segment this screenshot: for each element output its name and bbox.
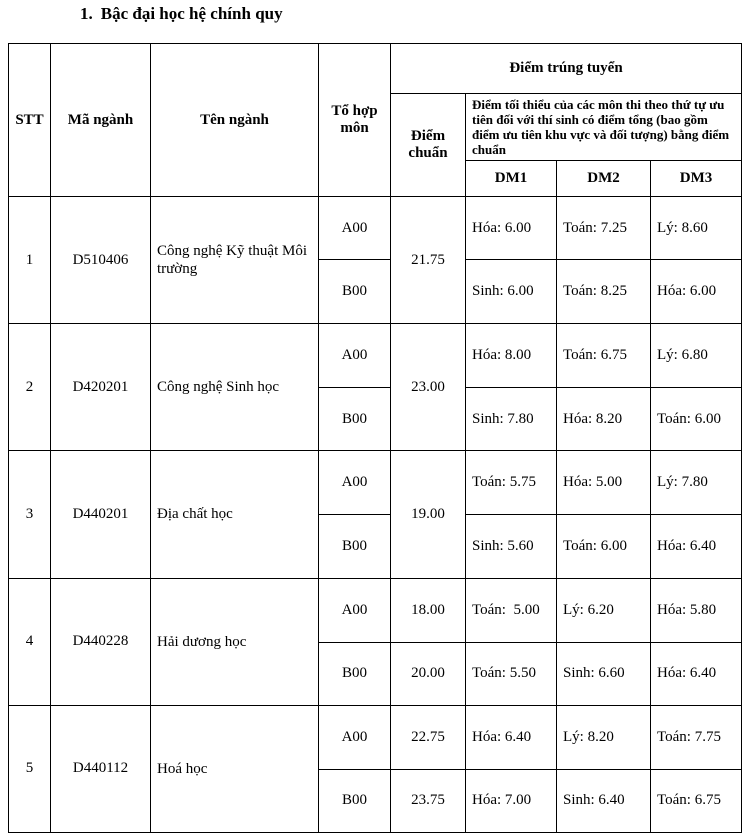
to-hop-cell: B00 <box>319 642 391 705</box>
header-to-hop-mon: Tổ hợp môn <box>319 44 391 197</box>
dm3-cell: Toán: 6.00 <box>651 388 742 451</box>
dm3-cell: Hóa: 6.40 <box>651 642 742 705</box>
dm2-cell: Toán: 7.25 <box>557 197 651 260</box>
table-row <box>9 705 742 769</box>
dm1-cell: Hóa: 8.00 <box>466 324 557 388</box>
dm2-cell: Sinh: 6.40 <box>557 769 651 832</box>
stt-cell: 2 <box>9 324 51 451</box>
dm1-cell: Hóa: 6.40 <box>466 705 557 769</box>
dm3-cell: Lý: 8.60 <box>651 197 742 260</box>
to-hop-cell: A00 <box>319 451 391 515</box>
dm1-cell: Toán: 5.00 <box>466 578 557 642</box>
header-diem-trung-tuyen: Điểm trúng tuyển <box>391 44 742 94</box>
dm2-cell: Lý: 6.20 <box>557 578 651 642</box>
dm2-cell: Lý: 8.20 <box>557 705 651 769</box>
diem-chuan-cell: 23.00 <box>391 324 466 451</box>
ten-nganh-cell: Địa chất học <box>151 451 319 578</box>
dm2-cell: Sinh: 6.60 <box>557 642 651 705</box>
to-hop-cell: A00 <box>319 705 391 769</box>
diem-chuan-cell: 19.00 <box>391 451 466 578</box>
diem-chuan-cell: 23.75 <box>391 769 466 832</box>
ma-nganh-cell: D440112 <box>51 705 151 832</box>
dm2-cell: Toán: 6.75 <box>557 324 651 388</box>
diem-chuan-cell: 20.00 <box>391 642 466 705</box>
header-dm3: DM3 <box>651 161 742 197</box>
dm3-cell: Hóa: 6.00 <box>651 260 742 324</box>
dm1-cell: Sinh: 5.60 <box>466 515 557 578</box>
dm1-cell: Toán: 5.50 <box>466 642 557 705</box>
header-dm1: DM1 <box>466 161 557 197</box>
diem-chuan-cell: 22.75 <box>391 705 466 769</box>
table-row <box>9 324 742 388</box>
dm3-cell: Hóa: 6.40 <box>651 515 742 578</box>
to-hop-cell: B00 <box>319 769 391 832</box>
dm1-cell: Sinh: 7.80 <box>466 388 557 451</box>
ten-nganh-cell: Công nghệ Kỹ thuật Môi trường <box>151 197 319 324</box>
stt-cell: 4 <box>9 578 51 705</box>
dm3-cell: Hóa: 5.80 <box>651 578 742 642</box>
dm3-cell: Toán: 7.75 <box>651 705 742 769</box>
ten-nganh-cell: Hoá học <box>151 705 319 832</box>
dm2-cell: Hóa: 8.20 <box>557 388 651 451</box>
to-hop-cell: A00 <box>319 324 391 388</box>
ten-nganh-cell: Hải dương học <box>151 578 319 705</box>
dm3-cell: Lý: 7.80 <box>651 451 742 515</box>
to-hop-cell: A00 <box>319 578 391 642</box>
stt-cell: 3 <box>9 451 51 578</box>
section-heading <box>80 4 283 24</box>
table-row <box>9 578 742 642</box>
section-number: 1. <box>80 4 93 23</box>
diem-chuan-cell: 21.75 <box>391 197 466 324</box>
dm2-cell: Toán: 6.00 <box>557 515 651 578</box>
ma-nganh-cell: D420201 <box>51 324 151 451</box>
to-hop-cell: B00 <box>319 260 391 324</box>
dm1-cell: Toán: 5.75 <box>466 451 557 515</box>
section-title: Bậc đại học hệ chính quy <box>100 4 283 23</box>
dm2-cell: Toán: 8.25 <box>557 260 651 324</box>
dm1-cell: Hóa: 6.00 <box>466 197 557 260</box>
dm1-cell: Sinh: 6.00 <box>466 260 557 324</box>
to-hop-cell: A00 <box>319 197 391 260</box>
stt-cell: 1 <box>9 197 51 324</box>
header-priority-note: Điểm tối thiểu của các môn thi theo thứ tự ưu tiên đối với thí sinh có điểm tổng (bao gồm điểm ưu tiên khu vực và đối tượng) bằng điểm chuẩn <box>466 94 742 161</box>
to-hop-cell: B00 <box>319 515 391 578</box>
dm1-cell: Hóa: 7.00 <box>466 769 557 832</box>
to-hop-cell: B00 <box>319 388 391 451</box>
dm2-cell: Hóa: 5.00 <box>557 451 651 515</box>
table-row <box>9 451 742 515</box>
ma-nganh-cell: D440201 <box>51 451 151 578</box>
dm3-cell: Toán: 6.75 <box>651 769 742 832</box>
ten-nganh-cell: Công nghệ Sinh học <box>151 324 319 451</box>
header-diem-chuan: Điểm chuẩn <box>391 94 466 197</box>
ma-nganh-cell: D510406 <box>51 197 151 324</box>
header-ten-nganh: Tên ngành <box>151 44 319 197</box>
table-row <box>9 197 742 260</box>
header-stt: STT <box>9 44 51 197</box>
header-dm2: DM2 <box>557 161 651 197</box>
diem-chuan-cell: 18.00 <box>391 578 466 642</box>
stt-cell: 5 <box>9 705 51 832</box>
admission-scores-table <box>8 43 742 833</box>
header-ma-nganh: Mã ngành <box>51 44 151 197</box>
dm3-cell: Lý: 6.80 <box>651 324 742 388</box>
ma-nganh-cell: D440228 <box>51 578 151 705</box>
